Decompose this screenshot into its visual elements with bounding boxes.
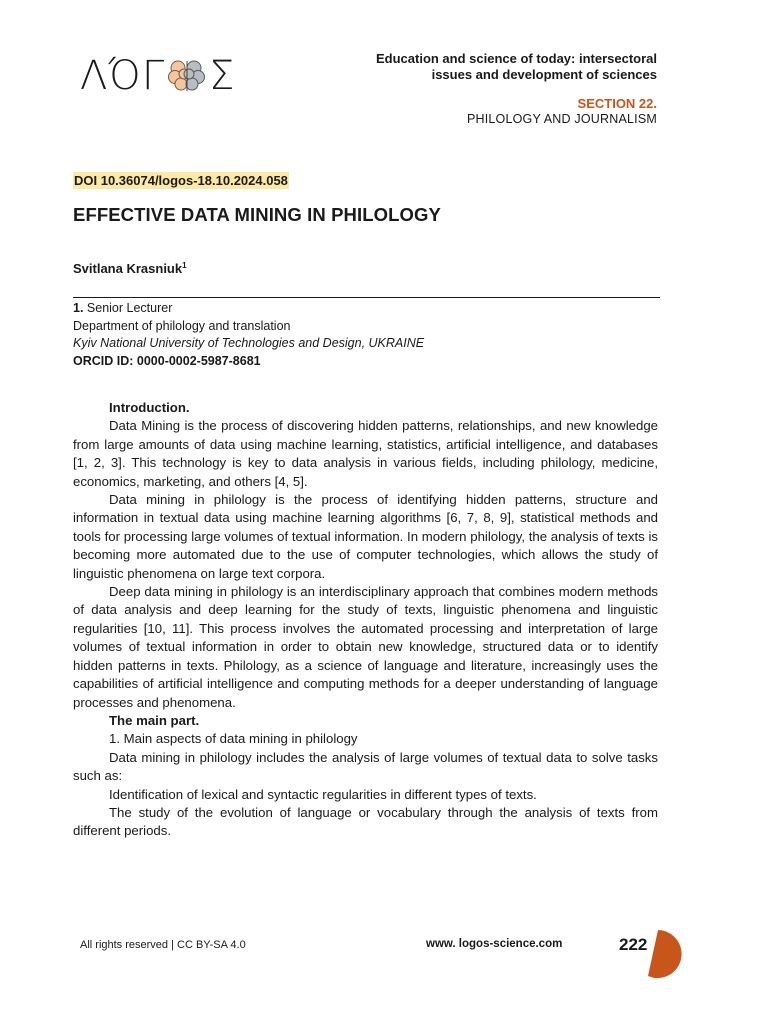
- section-label: SECTION 22.: [577, 96, 657, 111]
- author-affiliation-mark: 1: [182, 261, 187, 270]
- body-paragraph: Data mining in philology is the process of identifying hidden patterns, structure and information in textual data using machine learning algorithms [6, 7, 8, 9], statistical methods and tools for processing large volumes of textual information. In modern philology, the analysis of texts is becoming more automated due to the use of computer technologies, which allows the study of linguistic phenomena on large text corpora.: [73, 492, 658, 581]
- section-heading-main-part: The main part.: [109, 712, 200, 728]
- logo-text-right: Σ: [209, 53, 236, 99]
- page-number: 222: [619, 935, 648, 954]
- affiliation-university: Kyiv National University of Technologies and Design, UKRAINE: [73, 336, 425, 350]
- brain-icon: [167, 57, 207, 95]
- body-paragraph: Data Mining is the process of discovering hidden patterns, relationships, and new knowledge from large amounts of data using machine learning, statistics, artificial intelligence, and databases [1, 2, 3]. This technology is key to data analysis in various fields, including philology, medicine, economics, marketing, and others [4, 5].: [73, 418, 658, 489]
- author-affiliation: [73, 300, 424, 370]
- body-paragraph: The study of the evolution of language or vocabulary through the analysis of texts from different periods.: [73, 804, 658, 839]
- body-paragraph: Data mining in philology includes the analysis of large volumes of textual data to solve tasks such as:: [73, 749, 658, 784]
- affiliation-department: Department of philology and translation: [73, 318, 291, 333]
- page-corner-decoration: [648, 930, 696, 978]
- footer-license: All rights reserved | CC BY-SA 4.0: [80, 939, 246, 951]
- doi-link[interactable]: DOI 10.36074/logos-18.10.2024.058: [74, 173, 288, 188]
- affiliation-number: 1.: [73, 301, 84, 315]
- section-name: PHILOLOGY AND JOURNALISM: [466, 112, 657, 126]
- section-heading-introduction: Introduction.: [109, 400, 190, 415]
- header-divider: [73, 297, 660, 298]
- logo-text-left: ΛΌΓ: [80, 53, 166, 99]
- orcid-id[interactable]: ORCID ID: 0000-0002-5987-8681: [73, 353, 261, 368]
- journal-title-line-2: issues and development of sciences: [431, 67, 657, 82]
- author-name-text: Svitlana Krasniuk: [73, 261, 183, 276]
- body-paragraph: Deep data mining in philology is an interdisciplinary approach that combines modern methods of data analysis and deep learning for the study of texts, linguistic phenomena and linguistic regularities [10, 11]. This process involves the automated processing and interpretation of large volumes of textual information in order to obtain new knowledge, structured data or to identify hidden patterns in texts. Philology, as a science of language and literature, increasingly uses the capabilities of artificial intelligence and computing methods for a deeper understanding of language processes and phenomena.: [73, 584, 658, 710]
- body-paragraph: Identification of lexical and syntactic regularities in different types of texts.: [109, 786, 537, 802]
- paper-title: EFFECTIVE DATA MINING IN PHILOLOGY: [73, 204, 441, 225]
- subsection-heading: 1. Main aspects of data mining in philology: [109, 731, 358, 747]
- journal-title-line-1: Education and science of today: intersectoral: [375, 51, 657, 66]
- journal-logo: [80, 53, 236, 99]
- affiliation-position-line: [73, 300, 424, 318]
- article-body: [73, 399, 658, 841]
- footer-website-link[interactable]: www. logos-science.com: [426, 938, 563, 950]
- author-name: [73, 261, 187, 276]
- affiliation-position: Senior Lecturer: [83, 301, 173, 315]
- journal-title: [297, 51, 657, 83]
